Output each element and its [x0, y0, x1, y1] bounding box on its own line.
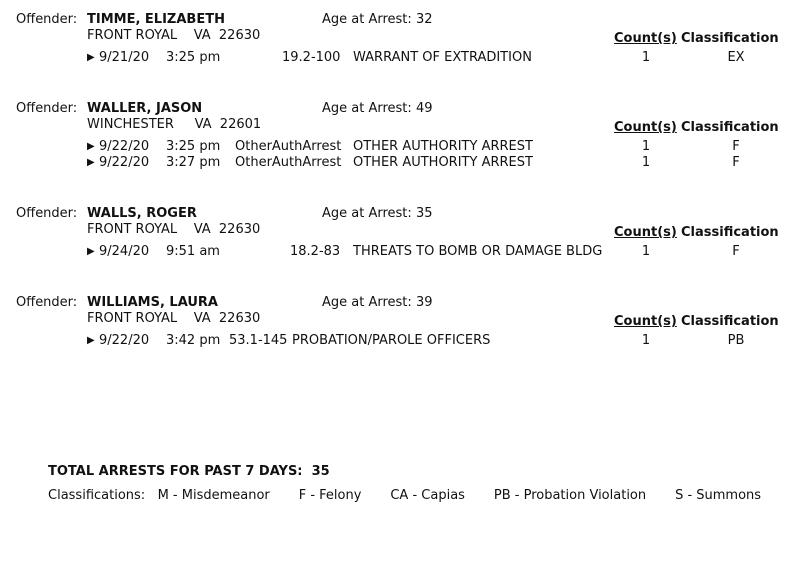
classification-header: Classification [681, 120, 779, 135]
legend-item-summons: S - Summons [675, 488, 762, 503]
age-label: Age at Arrest: [322, 12, 412, 27]
charge-time: 3:42 pm [166, 333, 221, 348]
charge-time: 3:25 pm [166, 139, 221, 154]
charge-classification: F [732, 155, 740, 170]
counts-header: Count(s) [614, 225, 677, 240]
total-arrests [48, 464, 330, 479]
classifications-label: Classifications: [48, 488, 146, 503]
charge-code: OtherAuthArrest [235, 155, 342, 170]
age-at-arrest [322, 12, 432, 28]
classification-header: Classification [681, 225, 779, 240]
triangle-bullet-icon: ▶ [87, 52, 95, 63]
triangle-bullet-icon: ▶ [87, 246, 95, 257]
offender-name: WALLER, JASON [87, 101, 203, 116]
offender-name: WILLIAMS, LAURA [87, 295, 218, 310]
charge-time: 3:25 pm [166, 50, 221, 65]
legend-item-felony: F - Felony [298, 488, 362, 503]
charge-count: 1 [641, 333, 651, 348]
triangle-bullet-icon: ▶ [87, 335, 95, 346]
offender-address: FRONT ROYAL VA 22630 [87, 222, 261, 237]
charge-code: OtherAuthArrest [235, 139, 342, 154]
offender-label: Offender: [16, 206, 78, 221]
charge-count: 1 [641, 244, 651, 259]
counts-header: Count(s) [614, 31, 677, 46]
classification-header: Classification [681, 314, 779, 329]
age-at-arrest [322, 295, 432, 311]
offender-record [0, 101, 800, 191]
offender-address: FRONT ROYAL VA 22630 [87, 311, 261, 326]
age-at-arrest [322, 101, 432, 117]
age-label: Age at Arrest: [322, 101, 412, 116]
charge-date: 9/22/20 [99, 333, 150, 348]
offender-record [0, 12, 800, 102]
classification-legend [48, 488, 761, 503]
charge-count: 1 [641, 50, 651, 65]
total-arrests-value: 35 [311, 464, 330, 479]
offender-address: FRONT ROYAL VA 22630 [87, 28, 261, 43]
offender-record [0, 295, 800, 385]
charge-date: 9/24/20 [99, 244, 150, 259]
charge-description: OTHER AUTHORITY ARREST [353, 139, 533, 154]
charge-time: 9:51 am [166, 244, 220, 259]
age-value: 39 [415, 295, 433, 310]
charge-code: 53.1-145 [229, 333, 288, 348]
charge-row [0, 244, 800, 260]
charge-description: PROBATION/PAROLE OFFICERS [292, 333, 491, 348]
offender-label: Offender: [16, 12, 78, 27]
charge-date: 9/22/20 [99, 155, 150, 170]
charge-row [0, 139, 800, 155]
charge-description: OTHER AUTHORITY ARREST [353, 155, 533, 170]
charge-classification: EX [727, 50, 745, 65]
offender-record [0, 206, 800, 296]
charge-description: WARRANT OF EXTRADITION [353, 50, 532, 65]
age-value: 35 [415, 206, 433, 221]
counts-header: Count(s) [614, 120, 677, 135]
classification-header: Classification [681, 31, 779, 46]
charge-classification: F [732, 244, 740, 259]
charge-date: 9/22/20 [99, 139, 150, 154]
charge-description: THREATS TO BOMB OR DAMAGE BLDG [353, 244, 603, 259]
offender-address: WINCHESTER VA 22601 [87, 117, 262, 132]
triangle-bullet-icon: ▶ [87, 157, 95, 168]
charge-code: 19.2-100 [282, 50, 341, 65]
charge-row [0, 333, 800, 349]
counts-header: Count(s) [614, 314, 677, 329]
offender-label: Offender: [16, 101, 78, 116]
charge-code: 18.2-83 [290, 244, 341, 259]
charge-row [0, 50, 800, 66]
charge-row [0, 155, 800, 171]
triangle-bullet-icon: ▶ [87, 141, 95, 152]
charge-count: 1 [641, 155, 651, 170]
legend-item-probation-violation: PB - Probation Violation [493, 488, 647, 503]
offender-name: TIMME, ELIZABETH [87, 12, 225, 27]
charge-time: 3:27 pm [166, 155, 221, 170]
charge-classification: F [732, 139, 740, 154]
age-value: 49 [415, 101, 433, 116]
charge-classification: PB [727, 333, 745, 348]
legend-item-misdemeanor: M - Misdemeanor [157, 488, 270, 503]
age-label: Age at Arrest: [322, 295, 412, 310]
age-at-arrest [322, 206, 432, 222]
charge-date: 9/21/20 [99, 50, 150, 65]
age-label: Age at Arrest: [322, 206, 412, 221]
charge-count: 1 [641, 139, 651, 154]
offender-label: Offender: [16, 295, 78, 310]
age-value: 32 [415, 12, 433, 27]
offender-name: WALLS, ROGER [87, 206, 197, 221]
total-arrests-label: TOTAL ARRESTS FOR PAST 7 DAYS: [48, 464, 303, 479]
legend-item-capias: CA - Capias [390, 488, 465, 503]
